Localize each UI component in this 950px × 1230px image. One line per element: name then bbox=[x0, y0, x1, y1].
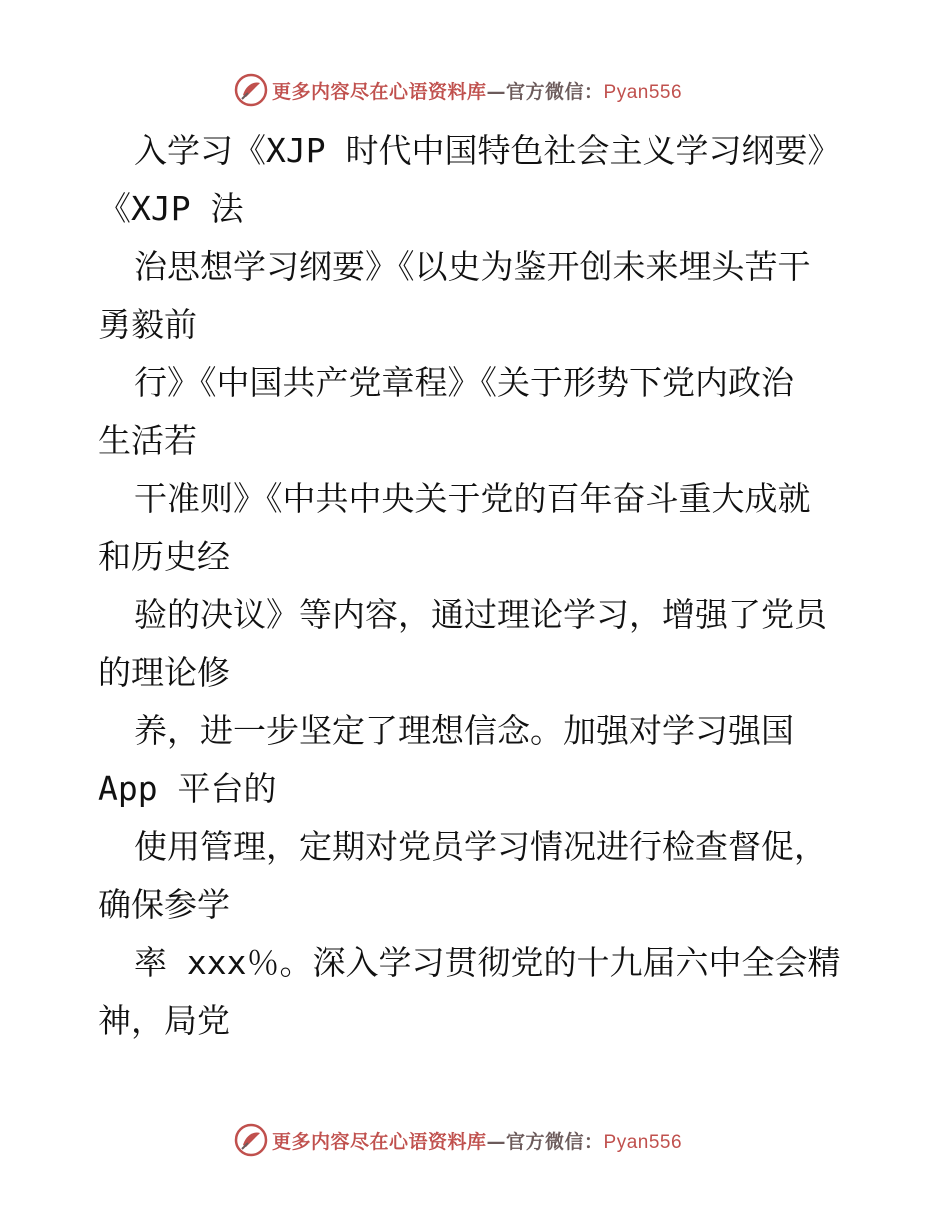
text-line: 和历史经 bbox=[98, 537, 230, 576]
banner-wechat-id: Pyan556 bbox=[603, 1131, 683, 1153]
brand-logo-icon bbox=[234, 73, 268, 107]
document-body bbox=[98, 122, 858, 1050]
text-line: 确保参学 bbox=[98, 885, 230, 924]
footer-banner bbox=[234, 1120, 754, 1160]
text-line: 使用管理，定期对党员学习情况进行检查督促， bbox=[134, 827, 827, 866]
text-line: 治思想学习纲要》《以史为鉴开创未来埋头苦干 bbox=[134, 247, 811, 286]
banner-wechat-id: Pyan556 bbox=[603, 81, 683, 103]
banner-site-name: 更多内容尽在心语资料库 bbox=[272, 80, 487, 103]
banner-wechat-label: —官方微信： bbox=[486, 1130, 604, 1153]
text-line: 的理论修 bbox=[98, 653, 230, 692]
text-line: 神，局党 bbox=[98, 1001, 230, 1040]
banner-text bbox=[272, 77, 682, 104]
text-line: 验的决议》等内容，通过理论学习，增强了党员 bbox=[134, 595, 827, 634]
text-line: App 平台的 bbox=[98, 769, 277, 808]
banner-wechat-label: —官方微信： bbox=[486, 80, 604, 103]
header-banner bbox=[234, 70, 754, 110]
banner-site-name: 更多内容尽在心语资料库 bbox=[272, 1130, 487, 1153]
text-line: 生活若 bbox=[98, 421, 197, 460]
text-line: 勇毅前 bbox=[98, 305, 197, 344]
brand-logo-icon bbox=[234, 1123, 268, 1157]
text-line: 干准则》《中共中央关于党的百年奋斗重大成就 bbox=[134, 479, 811, 518]
text-line: 率 xxx％。深入学习贯彻党的十九届六中全会精 bbox=[134, 943, 841, 982]
text-line: 行》《中国共产党章程》《关于形势下党内政治 bbox=[134, 363, 794, 402]
text-line: 入学习《XJP 时代中国特色社会主义学习纲要》 bbox=[134, 131, 841, 170]
text-line: 《XJP 法 bbox=[98, 189, 244, 228]
text-line: 养，进一步坚定了理想信念。加强对学习强国 bbox=[134, 711, 794, 750]
banner-text bbox=[272, 1127, 682, 1154]
